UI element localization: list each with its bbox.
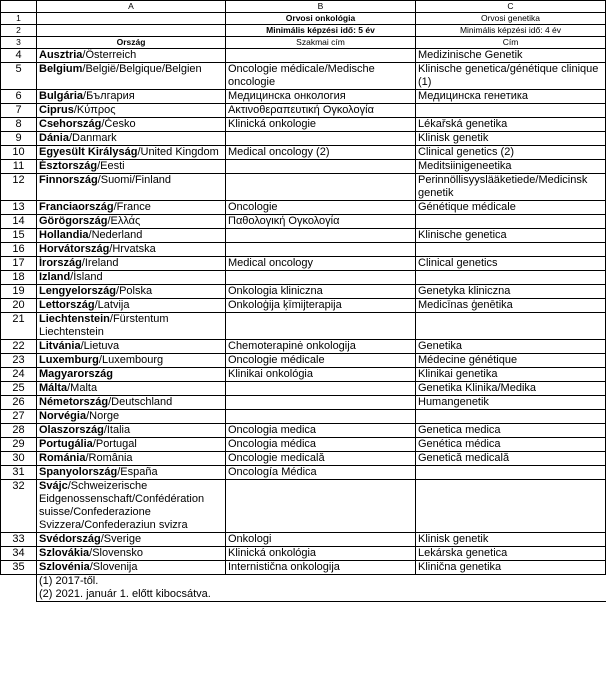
header-cell-a: Ország — [37, 37, 226, 49]
row-number: 16 — [1, 243, 37, 257]
country-name: Észtország — [39, 160, 98, 172]
table-row — [1, 533, 606, 547]
country-cell — [37, 229, 226, 243]
oncology-title-cell: Onkoloģija ķīmijterapija — [226, 299, 416, 313]
country-native-name: /Hrvatska — [109, 243, 156, 255]
row-number: 12 — [1, 174, 37, 201]
header-cell-c: Cím — [416, 37, 606, 49]
country-native-name: /Ελλάς — [107, 215, 141, 227]
header-cell-c: Minimális képzési idő: 4 év — [416, 25, 606, 37]
country-native-name: /Česko — [101, 118, 136, 130]
table-row — [1, 561, 606, 575]
row-number: 2 — [1, 25, 37, 37]
row-number: 3 — [1, 37, 37, 49]
row-number: 25 — [1, 382, 37, 396]
table-row — [1, 271, 606, 285]
table-row — [1, 410, 606, 424]
table-row — [1, 438, 606, 452]
country-name: Írország — [39, 257, 82, 269]
country-name: Horvátország — [39, 243, 110, 255]
header-cell-b: Minimális képzési idő: 5 év — [226, 25, 416, 37]
country-cell — [37, 438, 226, 452]
genetics-title-cell — [416, 271, 606, 285]
row-number: 24 — [1, 368, 37, 382]
oncology-title-cell: Oncologie — [226, 201, 416, 215]
table-row — [1, 547, 606, 561]
genetics-title-cell: Medizinische Genetik — [416, 49, 606, 63]
oncology-title-cell — [226, 160, 416, 174]
genetics-title-cell: Humangenetik — [416, 396, 606, 410]
country-cell — [37, 533, 226, 547]
country-cell — [37, 466, 226, 480]
footnote: (1) 2017-től. — [37, 575, 606, 589]
country-name: Magyarország — [39, 368, 113, 380]
country-cell — [37, 90, 226, 104]
footnote: (2) 2021. január 1. előtt kibocsátva. — [37, 588, 606, 602]
row-number: 14 — [1, 215, 37, 229]
country-cell — [37, 354, 226, 368]
oncology-title-cell — [226, 313, 416, 340]
country-native-name: /Luxembourg — [98, 354, 164, 366]
row-number: 1 — [1, 13, 37, 25]
country-native-name: /România — [85, 452, 133, 464]
row-number: 22 — [1, 340, 37, 354]
oncology-title-cell — [226, 132, 416, 146]
genetics-title-cell: Lekárska genetica — [416, 547, 606, 561]
country-native-name: /Latvija — [94, 299, 130, 311]
country-cell — [37, 340, 226, 354]
table-row — [1, 480, 606, 533]
row-number: 30 — [1, 452, 37, 466]
table-row — [1, 49, 606, 63]
row-number: 17 — [1, 257, 37, 271]
genetics-title-cell: Medicīnas ģenētika — [416, 299, 606, 313]
country-cell — [37, 547, 226, 561]
country-cell — [37, 49, 226, 63]
header-cell-a — [37, 13, 226, 25]
country-native-name: /Ísland — [70, 271, 103, 283]
genetics-title-cell — [416, 466, 606, 480]
country-name: Olaszország — [39, 424, 104, 436]
country-native-name: /Fürstentum Liechtenstein — [39, 313, 169, 338]
country-cell — [37, 215, 226, 229]
header-row — [1, 37, 606, 49]
row-number: 26 — [1, 396, 37, 410]
genetics-title-cell — [416, 243, 606, 257]
country-cell — [37, 313, 226, 340]
row-number: 8 — [1, 118, 37, 132]
genetics-title-cell: Clinical genetics (2) — [416, 146, 606, 160]
row-number: 31 — [1, 466, 37, 480]
oncology-title-cell: Oncologia medica — [226, 424, 416, 438]
genetics-title-cell: Clinical genetics — [416, 257, 606, 271]
genetics-title-cell: Медицинска генетика — [416, 90, 606, 104]
country-name: Dánia — [39, 132, 69, 144]
country-cell — [37, 63, 226, 90]
genetics-title-cell: Klinična genetika — [416, 561, 606, 575]
country-cell — [37, 257, 226, 271]
row-number: 20 — [1, 299, 37, 313]
country-name: Egyesült Királyság — [39, 146, 138, 158]
genetics-title-cell: Genetică medicală — [416, 452, 606, 466]
country-name: Luxemburg — [39, 354, 99, 366]
row-number: 9 — [1, 132, 37, 146]
genetics-title-cell: Lékařská genetika — [416, 118, 606, 132]
table-row — [1, 313, 606, 340]
oncology-title-cell: Медицинска онкология — [226, 90, 416, 104]
header-cell-c: Orvosi genetika — [416, 13, 606, 25]
country-cell — [37, 561, 226, 575]
country-cell — [37, 118, 226, 132]
country-native-name: /France — [113, 201, 151, 213]
country-native-name: /Portugal — [92, 438, 137, 450]
country-name: Izland — [39, 271, 71, 283]
genetics-title-cell: Genética médica — [416, 438, 606, 452]
header-cell-b: Szakmai cím — [226, 37, 416, 49]
table-row — [1, 90, 606, 104]
column-letter-row — [1, 1, 606, 13]
genetics-title-cell: Klinisk genetik — [416, 132, 606, 146]
table-row — [1, 243, 606, 257]
row-number: 28 — [1, 424, 37, 438]
country-name: Ciprus — [39, 104, 74, 116]
oncology-title-cell: Klinická onkologie — [226, 118, 416, 132]
country-name: Szlovákia — [39, 547, 90, 559]
country-name: Finnország — [39, 174, 98, 186]
country-cell — [37, 396, 226, 410]
row-number: 29 — [1, 438, 37, 452]
oncology-title-cell: Παθολογική Ογκολογία — [226, 215, 416, 229]
country-native-name: /België/Belgique/Belgien — [82, 63, 202, 75]
genetics-title-cell: Génétique médicale — [416, 201, 606, 215]
country-name: Lettország — [39, 299, 95, 311]
oncology-title-cell: Onkologi — [226, 533, 416, 547]
oncology-title-cell: Ακτινοθεραπευτική Ογκολογία — [226, 104, 416, 118]
country-name: Szlovénia — [39, 561, 90, 573]
oncology-title-cell: Klinická onkológia — [226, 547, 416, 561]
table-row — [1, 396, 606, 410]
country-name: Málta — [39, 382, 68, 394]
country-cell — [37, 174, 226, 201]
country-native-name: /Italia — [103, 424, 131, 436]
oncology-title-cell: Medical oncology — [226, 257, 416, 271]
country-cell — [37, 410, 226, 424]
country-cell — [37, 243, 226, 257]
country-cell — [37, 104, 226, 118]
country-name: Norvégia — [39, 410, 87, 422]
genetics-title-cell: Klinikai genetika — [416, 368, 606, 382]
table-row — [1, 201, 606, 215]
country-name: Spanyolország — [39, 466, 118, 478]
row-number: 27 — [1, 410, 37, 424]
footnote-spacer — [1, 588, 37, 602]
genetics-title-cell — [416, 480, 606, 533]
genetics-title-cell: Klinische genetica — [416, 229, 606, 243]
country-name: Svédország — [39, 533, 101, 545]
oncology-title-cell: Klinikai onkológia — [226, 368, 416, 382]
genetics-title-cell: Médecine génétique — [416, 354, 606, 368]
country-cell — [37, 299, 226, 313]
row-number: 10 — [1, 146, 37, 160]
genetics-title-cell: Genetyka kliniczna — [416, 285, 606, 299]
footnote-row — [1, 588, 606, 602]
country-native-name: /Slovenija — [89, 561, 138, 573]
table-row — [1, 285, 606, 299]
oncology-title-cell: Onkologia kliniczna — [226, 285, 416, 299]
oncology-title-cell — [226, 480, 416, 533]
oncology-title-cell — [226, 49, 416, 63]
row-number: 5 — [1, 63, 37, 90]
country-name: Csehország — [39, 118, 102, 130]
genetics-title-cell — [416, 215, 606, 229]
oncology-title-cell: Oncología Médica — [226, 466, 416, 480]
country-name: Litvánia — [39, 340, 81, 352]
country-native-name: /Ireland — [81, 257, 119, 269]
table-row — [1, 132, 606, 146]
table-row — [1, 104, 606, 118]
oncology-title-cell: Oncologie medicală — [226, 452, 416, 466]
table-row — [1, 174, 606, 201]
country-name: Hollandia — [39, 229, 89, 241]
table-row — [1, 354, 606, 368]
country-cell — [37, 285, 226, 299]
country-native-name: /Eesti — [97, 160, 125, 172]
country-native-name: /United Kingdom — [137, 146, 219, 158]
genetics-title-cell: Genetica medica — [416, 424, 606, 438]
row-number: 4 — [1, 49, 37, 63]
country-native-name: /Lietuva — [80, 340, 120, 352]
country-name: Franciaország — [39, 201, 114, 213]
genetics-title-cell — [416, 410, 606, 424]
country-cell — [37, 368, 226, 382]
table-row — [1, 452, 606, 466]
country-native-name: /Nederland — [88, 229, 143, 241]
country-name: Görögország — [39, 215, 108, 227]
country-native-name: /Sverige — [100, 533, 142, 545]
country-name: Románia — [39, 452, 86, 464]
oncology-title-cell: Chemoterapinė onkologija — [226, 340, 416, 354]
header-row — [1, 13, 606, 25]
column-letter-b: B — [226, 1, 416, 13]
country-native-name: /Malta — [67, 382, 98, 394]
country-name: Liechtenstein — [39, 313, 110, 325]
genetics-title-cell — [416, 104, 606, 118]
row-number: 18 — [1, 271, 37, 285]
country-cell — [37, 271, 226, 285]
header-cell-b: Orvosi onkológia — [226, 13, 416, 25]
row-number: 32 — [1, 480, 37, 533]
row-number: 23 — [1, 354, 37, 368]
corner-cell — [1, 1, 37, 13]
country-cell — [37, 132, 226, 146]
country-name: Belgium — [39, 63, 83, 75]
country-native-name: /Schweizerische Eidgenossenschaft/Confédération suisse/Confederazione Svizzera/Confederaziun svizra — [39, 480, 205, 531]
row-number: 35 — [1, 561, 37, 575]
table-row — [1, 466, 606, 480]
table-row — [1, 368, 606, 382]
table-row — [1, 424, 606, 438]
country-name: Németország — [39, 396, 109, 408]
row-number: 7 — [1, 104, 37, 118]
country-native-name: /Slovensko — [89, 547, 143, 559]
country-native-name: /Κύπρος — [73, 104, 116, 116]
country-native-name: /Danmark — [68, 132, 117, 144]
genetics-title-cell: Genetika — [416, 340, 606, 354]
table-row — [1, 146, 606, 160]
column-letter-a: A — [37, 1, 226, 13]
oncology-title-cell — [226, 229, 416, 243]
header-cell-a — [37, 25, 226, 37]
country-native-name: /Österreich — [82, 49, 137, 61]
table-row — [1, 63, 606, 90]
country-name: Lengyelország — [39, 285, 117, 297]
row-number: 33 — [1, 533, 37, 547]
row-number: 21 — [1, 313, 37, 340]
country-name: Portugália — [39, 438, 93, 450]
genetics-title-cell: Klinisk genetik — [416, 533, 606, 547]
header-row — [1, 25, 606, 37]
country-cell — [37, 382, 226, 396]
country-name: Ausztria — [39, 49, 83, 61]
table-row — [1, 257, 606, 271]
genetics-title-cell: Meditsiinigeneetika — [416, 160, 606, 174]
oncology-title-cell: Oncologia médica — [226, 438, 416, 452]
table-row — [1, 215, 606, 229]
country-native-name: /España — [117, 466, 158, 478]
oncology-title-cell: Internistična onkologija — [226, 561, 416, 575]
oncology-title-cell — [226, 271, 416, 285]
table-row — [1, 160, 606, 174]
row-number: 11 — [1, 160, 37, 174]
country-cell — [37, 146, 226, 160]
table-row — [1, 229, 606, 243]
genetics-title-cell: Ġenetika Klinika/Medika — [416, 382, 606, 396]
oncology-title-cell: Oncologie médicale — [226, 354, 416, 368]
oncology-title-cell — [226, 410, 416, 424]
oncology-title-cell — [226, 382, 416, 396]
oncology-title-cell — [226, 396, 416, 410]
row-number: 34 — [1, 547, 37, 561]
oncology-title-cell: Oncologie médicale/Medische oncologie — [226, 63, 416, 90]
oncology-title-cell — [226, 174, 416, 201]
country-name: Bulgária — [39, 90, 84, 102]
country-cell — [37, 160, 226, 174]
table-row — [1, 299, 606, 313]
country-cell — [37, 201, 226, 215]
country-native-name: /Polska — [116, 285, 153, 297]
country-native-name: /Suomi/Finland — [97, 174, 172, 186]
column-letter-c: C — [416, 1, 606, 13]
country-native-name: /Deutschland — [108, 396, 173, 408]
footnote-row — [1, 575, 606, 589]
row-number: 6 — [1, 90, 37, 104]
table-row — [1, 118, 606, 132]
footnote-spacer — [1, 575, 37, 589]
table-row — [1, 340, 606, 354]
country-native-name: /Norge — [86, 410, 120, 422]
row-number: 19 — [1, 285, 37, 299]
genetics-title-cell: Perinnöllisyyslääketiede/Medicinsk genetik — [416, 174, 606, 201]
row-number: 13 — [1, 201, 37, 215]
country-native-name: /България — [83, 90, 135, 102]
oncology-title-cell: Medical oncology (2) — [226, 146, 416, 160]
table-row — [1, 382, 606, 396]
row-number: 15 — [1, 229, 37, 243]
country-cell — [37, 452, 226, 466]
oncology-title-cell — [226, 243, 416, 257]
genetics-title-cell — [416, 313, 606, 340]
genetics-title-cell: Klinische genetica/génétique clinique (1) — [416, 63, 606, 90]
country-cell — [37, 424, 226, 438]
country-cell — [37, 480, 226, 533]
country-name: Svájc — [39, 480, 68, 492]
